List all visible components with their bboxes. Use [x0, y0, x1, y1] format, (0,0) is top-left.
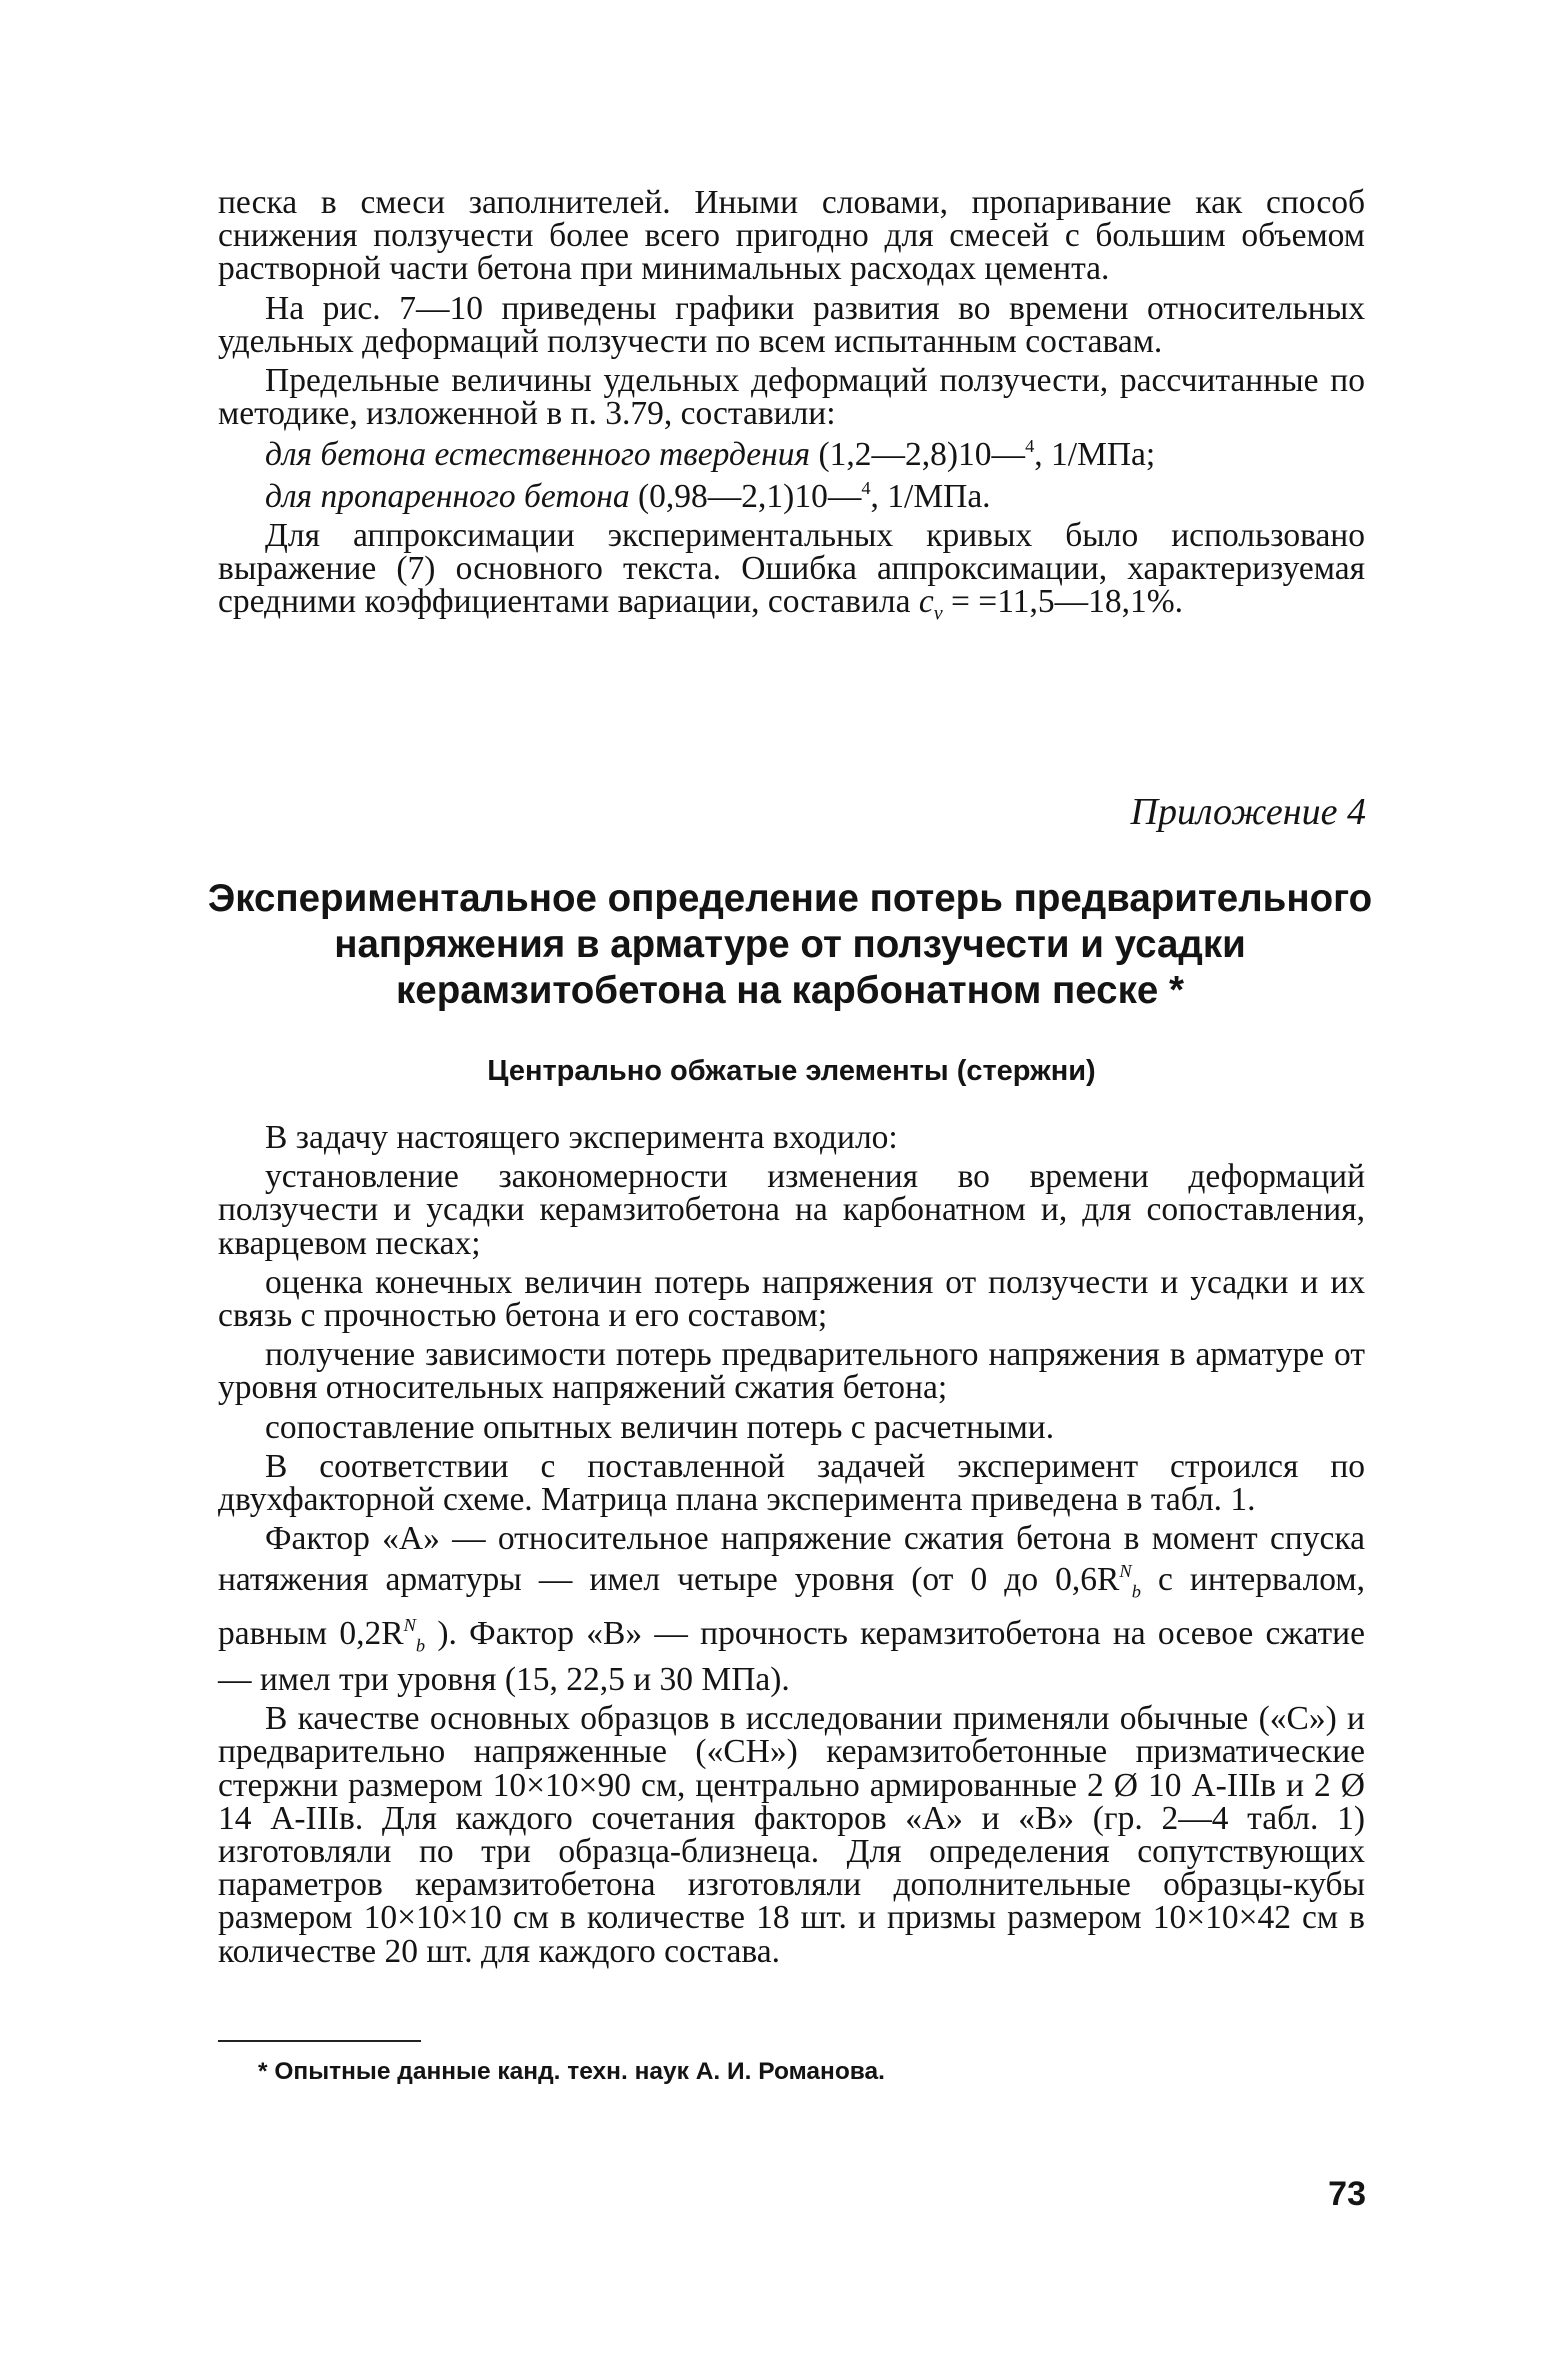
paragraph-limit-values: Предельные величины удельных деформаций ползучести, рассчитанные по методике, изложенной в п. 3.79, составили:	[218, 362, 1365, 433]
paragraph-task: В задачу настоящего эксперимента входило:	[265, 1119, 898, 1156]
paragraph-task-item-1: установление закономерности изменения во времени деформаций ползучести и усадки керамзитобетона на карбонатном и, для сопоставления, кварцевом песках;	[218, 1158, 1365, 1262]
approx-text: Для аппроксимации экспериментальных кривых было использовано выражение (7) основного текста. Ошибка аппроксимации, характеризуемая средними коэффициентами вариации, составила	[218, 516, 1365, 621]
paragraph-sand-steaming: песка в смеси заполнителей. Иными словами, пропаривание как способ снижения ползучести более всего пригодно для смесей с большим объемом растворной части бетона при минимальных расходах цемента.	[218, 184, 1365, 288]
section-subheading: Центрально обжатые элементы (стержни)	[487, 1055, 1096, 1087]
top-text-block	[218, 186, 1365, 637]
factor-text-2: с интервалом, равным 0,2R	[218, 1561, 1365, 1653]
paragraph-scheme: В соответствии с поставленной задачей эксперимент строился по двухфакторной схеме. Матрица плана эксперимента приведена в табл. 1.	[218, 1447, 1365, 1519]
page-number: 73	[1328, 2175, 1366, 2213]
section-heading: Экспериментальное определение потерь предварительного напряжения в арматуре от ползучести и усадки керамзитобетона на карбонатном песке *	[207, 877, 1373, 1012]
formula-value: (1,2—2,8)10—	[818, 436, 1026, 474]
paragraph-task-item-3: получение зависимости потерь предварительного напряжения в арматуре от уровня относительных напряжений сжатия бетона;	[218, 1336, 1365, 1407]
footnote: * Опытные данные канд. техн. наук А. И. Романова.	[258, 2058, 885, 2085]
formula-label: для пропаренного бетона	[265, 477, 630, 515]
approx-value: = =11,5—18,1%.	[942, 583, 1183, 621]
paragraph-figures: На рис. 7—10 приведены графики развития во времени относительных удельных деформаций ползучести по всем испытанным составам.	[218, 289, 1365, 360]
factor-sub-1: b	[1131, 1582, 1141, 1603]
paragraph-task-item-4: сопоставление опытных величин потерь с расчетными.	[265, 1408, 1055, 1446]
formula-unit: , 1/МПа;	[1034, 436, 1156, 474]
formula-value: (0,98—2,1)10—	[638, 477, 862, 515]
paragraph-approximation	[218, 516, 1365, 631]
main-text-block	[218, 1121, 1365, 1974]
paragraph-factors	[218, 1522, 1365, 1696]
paragraph-specimens: В качестве основных образцов в исследовании применяли обычные («С») и предварительно напряженные («СН») керамзитобетонные призматические стержни размером 10×10×90 см, центрально армированные 2 Ø 10 А-IIIв и 2 Ø 14 А-IIIв. Для каждого сочетания факторов «А» и «В» (гр. 2—4 табл. 1) изготовляли по три образца-близнеца. Для определения сопутствующих параметров керамзитобетона изготовляли дополнительные образцы-кубы размером 10×10×10 см в количестве 18 шт. и призмы размером 10×10×42 см в количестве 20 шт. для каждого состава.	[218, 1700, 1365, 1970]
factor-sub-2: b	[415, 1635, 426, 1656]
formula-natural-hardening	[218, 430, 1365, 474]
formula-exponent: 4	[1025, 436, 1035, 457]
formula-label: для бетона естественного твердения	[265, 436, 811, 474]
formula-steamed	[218, 472, 1365, 513]
factor-text-1: Фактор «A» — относительное напряжение сжатия бетона в момент спуска натяжения арматуры — имел четыре уровня (от 0 до 0,6R	[218, 1520, 1365, 1599]
appendix-label: Приложение 4	[1130, 791, 1366, 833]
approx-symbol-sub: v	[933, 602, 943, 625]
paragraph-task-item-2: оценка конечных величин потерь напряжения от ползучести и усадки и их связь с прочностью бетона и его составом;	[218, 1263, 1365, 1335]
factor-sup-2: N	[403, 1615, 416, 1636]
footnote-divider	[218, 2040, 421, 2042]
approx-symbol: c	[918, 583, 934, 621]
formula-unit: , 1/МПа.	[870, 477, 991, 515]
factor-text-3: ). Фактор «B» — прочность керамзитобетона на осевое сжатие — имел три уровня (15, 22,5 и 30 МПа).	[218, 1615, 1365, 1698]
factor-sup-1: N	[1119, 1561, 1132, 1582]
formula-exponent: 4	[861, 477, 871, 498]
